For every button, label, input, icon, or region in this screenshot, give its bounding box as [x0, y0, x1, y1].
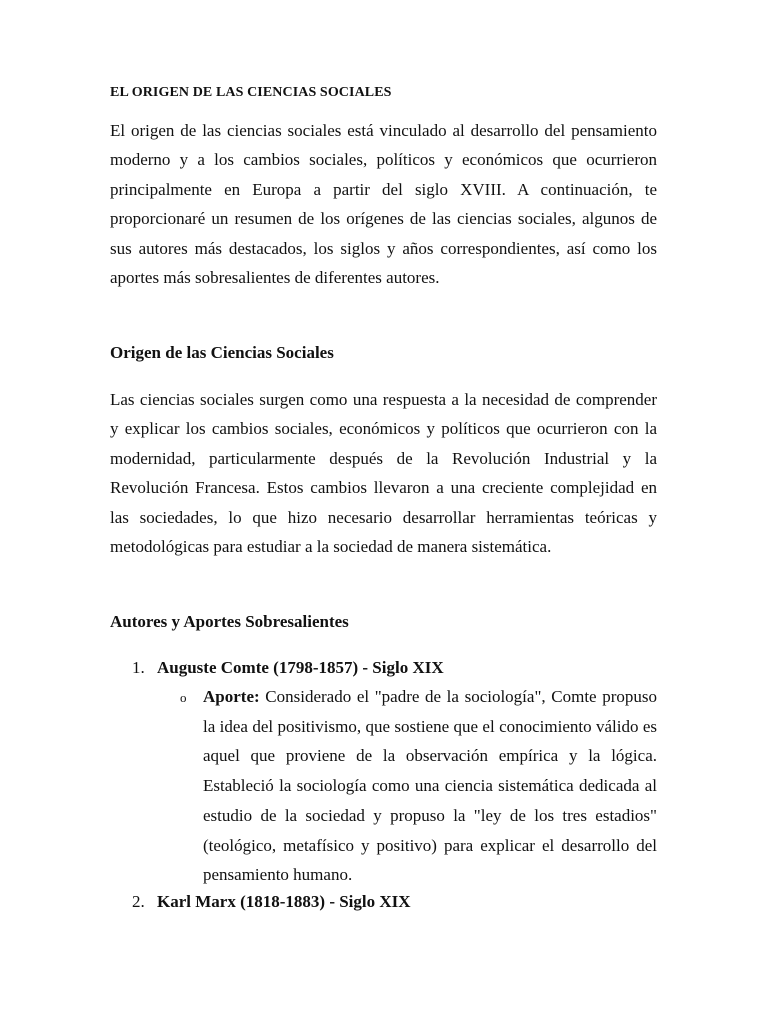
intro-paragraph: El origen de las ciencias sociales está vinculado al desarrollo del pensamiento moderno y a los cambios sociales, políticos y económicos que ocurrieron principalmente en Europa a partir del siglo XVIII. A continuación, te proporcionaré un resumen de los orígenes de las ciencias sociales, algunos de sus autores más destacados, los siglos y años correspondientes, así como los aportes más sobresalientes de diferentes autores. — [110, 121, 657, 288]
origen-paragraph: Las ciencias sociales surgen como una respuesta a la necesidad de comprender y explicar los cambios sociales, económicos y políticos que ocurrieron con la modernidad, particularmente después de la Revolución Industrial y la Revolución Francesa. Estos cambios llevaron a una creciente complejidad en las sociedades, lo que hizo necesario desarrollar herramientas teóricas y metodológicas para estudiar a la sociedad de manera sistemática. — [110, 390, 657, 557]
comte-aporte-paragraph — [203, 682, 657, 890]
list-number: 1. — [132, 658, 145, 677]
author-heading-comte: Auguste Comte (1798-1857) - Siglo XIX — [157, 658, 444, 677]
section-heading-autores: Autores y Aportes Sobresalientes — [110, 612, 349, 631]
author-heading-marx: Karl Marx (1818-1883) - Siglo XIX — [157, 892, 411, 911]
section-heading-origen: Origen de las Ciencias Sociales — [110, 343, 334, 362]
aporte-text: Considerado el "padre de la sociología", Comte propuso la idea del positivismo, que sostiene que el conocimiento válido es aquel que proviene de la observación empírica y la lógica. Estableció la sociología como una ciencia sistemática dedicada al estudio de la sociedad y propuso la "ley de los tres estadios" (teológico, metafísico y positivo) para explicar el desarrollo del pensamiento humano. — [203, 687, 657, 885]
bullet-marker: o — [180, 690, 187, 705]
list-number: 2. — [132, 892, 145, 911]
document-title: EL ORIGEN DE LAS CIENCIAS SOCIALES — [110, 85, 392, 100]
aporte-label: Aporte: — [203, 687, 260, 706]
